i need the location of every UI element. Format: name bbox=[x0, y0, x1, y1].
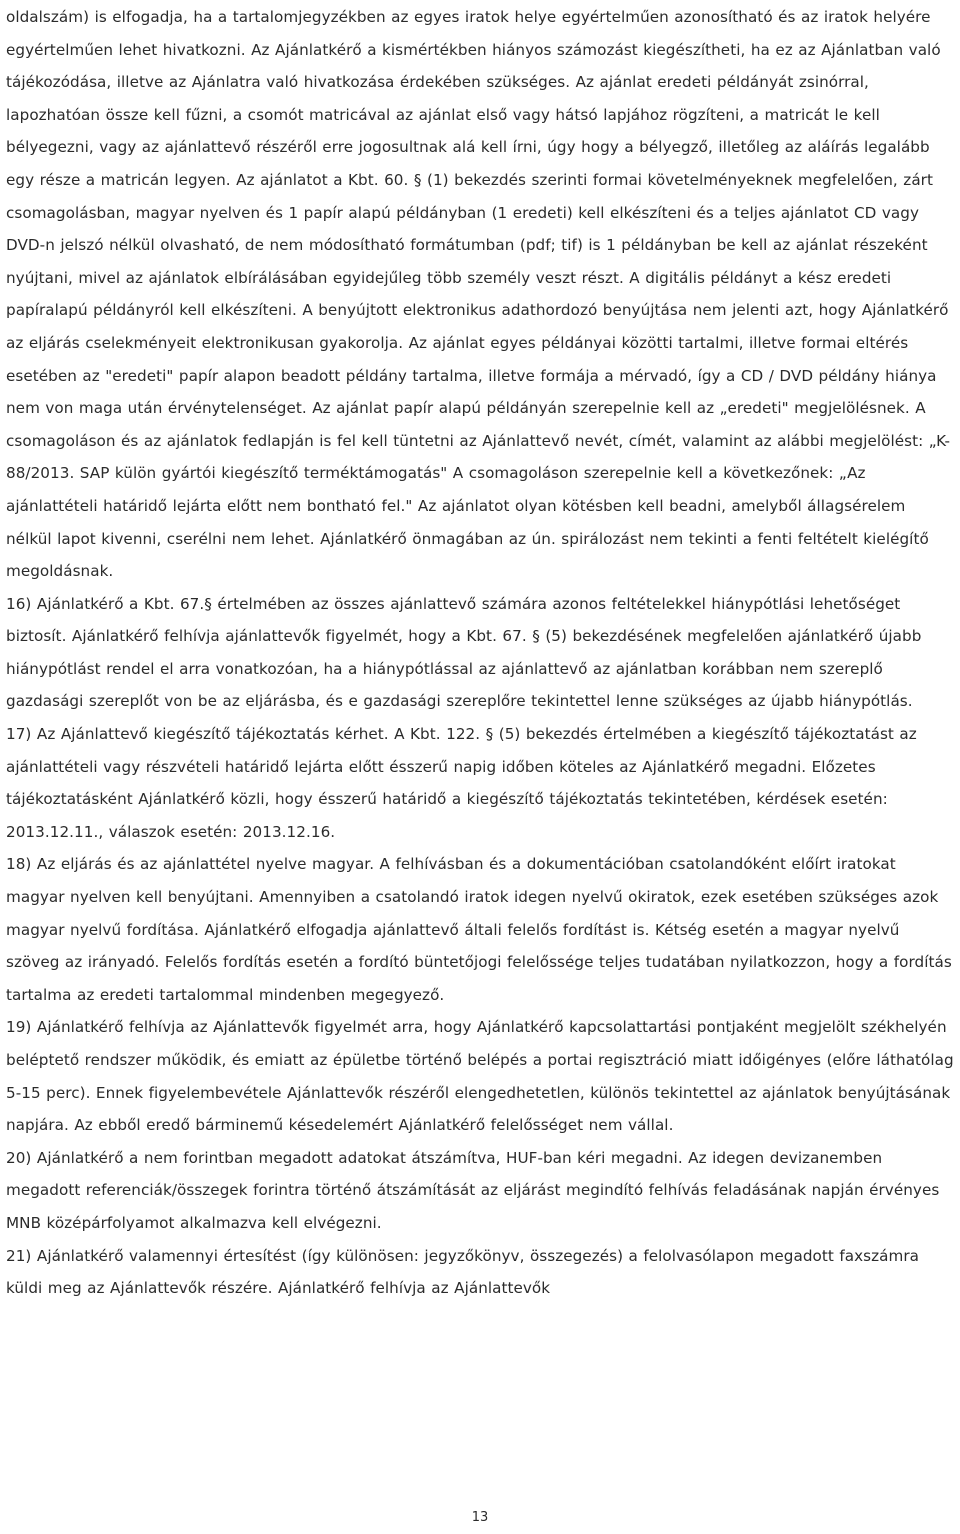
paragraph-21: 21) Ajánlatkérő valamennyi értesítést (így különösen: jegyzőkönyv, összegezés) a felolvasólapon megadott faxszámra küldi meg az Ajánlattevők részére. Ajánlatkérő felhívja az Ajánlattevők bbox=[6, 1246, 919, 1298]
paragraph-17: 17) Az Ajánlattevő kiegészítő tájékoztatás kérhet. A Kbt. 122. § (5) bekezdés értelmében a kiegészítő tájékoztatást az ajánlattételi vagy részvételi határidő lejárta előtt ésszerű napig időben köteles az Ajánlatkérő megadni. Előzetes tájékoztatásként Ajánlatkérő közli, hogy ésszerű határidő a kiegészítő tájékoztatás tekintetében, kérdések esetén: 2013.12.11., válaszok esetén: 2013.12.16. bbox=[6, 725, 917, 841]
paragraph-18: 18) Az eljárás és az ajánlattétel nyelve magyar. A felhívásban és a dokumentációban csatolandóként előírt iratokat magyar nyelven kell benyújtani. Amennyiben a csatolandó iratok idegen nyelvű okiratok, ezek esetében szükséges azok magyar nyelvű fordítása. Ajánlatkérő elfogadja ajánlattevő általi felelős fordítást is. Kétség esetén a magyar nyelvű szöveg az irányadó. Felelős fordítás esetén a fordító büntetőjogi felelőssége teljes tudatában nyilatkozzon, hogy a fordítás tartalma az eredeti tartalommal mindenben megegyező. bbox=[6, 855, 952, 1004]
paragraph-20: 20) Ajánlatkérő a nem forintban megadott adatokat átszámítva, HUF-ban kéri megadni. Az idegen devizanemben megadott referenciák/összegek forintra történő átszámítását az eljárást megindító felhívás feladásának napján érvényes MNB középárfolyamot alkalmazva kell elvégezni. bbox=[6, 1148, 940, 1232]
paragraph-15-continuation: oldalszám) is elfogadja, ha a tartalomjegyzékben az egyes iratok helye egyértelműen azonosítható és az iratok helyére egyértelműen lehet hivatkozni. Az Ajánlatkérő a kismértékben hiányos számozást kiegészítheti, ha ez az Ajánlatban való tájékozódása, illetve az Ajánlatra való hivatkozása érdekében szükséges. Az ajánlat eredeti példányát zsinórral, lapozhatóan össze kell fűzni, a csomót matricával az ajánlat első vagy hátsó lapjához rögzíteni, a matricát le kell bélyegezni, vagy az ajánlattevő részéről erre jogosultnak alá kell írni, úgy hogy a bélyegző, illetőleg az aláírás legalább egy része a matricán legyen. Az ajánlatot a Kbt. 60. § (1) bekezdés szerinti formai követelményeknek megfelelően, zárt csomagolásban, magyar nyelven és 1 papír alapú példányban (1 eredeti) kell elkészíteni és a teljes ajánlatot CD vagy DVD-n jelszó nélkül olvasható, de nem módosítható formátumban (pdf; tif) is 1 példányban be kell az ajánlat részeként nyújtani, mivel az ajánlatok elbírálásában egyidejűleg több személy veszt részt. A digitális példányt a kész eredeti papíralapú példányról kell elkészíteni. A benyújtott elektronikus adathordozó benyújtása nem jelenti azt, hogy Ajánlatkérő az eljárás cselekményeit elektronikusan gyakorolja. Az ajánlat egyes példányai közötti tartalmi, illetve formai eltérés esetében az "eredeti" papír alapon beadott példány tartalma, illetve formája a mérvadó, így a CD / DVD példány hiánya nem von maga után érvénytelenséget. Az ajánlat papír alapú példányán szerepelnie kell az „eredeti" megjelölésnek. A csomagoláson és az ajánlatok fedlapján is fel kell tüntetni az Ajánlattevő nevét, címét, valamint az alábbi megjelölést: „K-88/2013. SAP külön gyártói kiegészítő terméktámogatás" A csomagoláson szerepelnie kell a következőnek: „Az ajánlattételi határidő lejárta előtt nem bontható fel." Az ajánlatot olyan kötésben kell beadni, amelyből állagsérelem nélkül lapot kivenni, cserélni nem lehet. Ajánlatkérő önmagában az ún. spirálozást nem tekinti a fenti feltételt kielégítő megoldásnak. bbox=[6, 8, 951, 581]
page-number: 13 bbox=[471, 1510, 489, 1525]
document-body bbox=[6, 1, 954, 1305]
paragraph-16: 16) Ajánlatkérő a Kbt. 67.§ értelmében az összes ajánlattevő számára azonos feltételekkel hiánypótlási lehetőséget biztosít. Ajánlatkérő felhívja ajánlattevők figyelmét, hogy a Kbt. 67. § (5) bekezdésének megfelelően ajánlatkérő újabb hiánypótlást rendel el arra vonatkozóan, ha a hiánypótlással az ajánlattevő az ajánlatban korábban nem szereplő gazdasági szereplőt von be az eljárásba, és e gazdasági szereplőre tekintettel lenne szükséges az újabb hiánypótlás. bbox=[6, 594, 922, 711]
paragraph-19: 19) Ajánlatkérő felhívja az Ajánlattevők figyelmét arra, hogy Ajánlatkérő kapcsolattartási pontjaként megjelölt székhelyén beléptető rendszer működik, és emiatt az épületbe történő belépés a portai regisztráció miatt időigényes (előre láthatólag 5-15 perc). Ennek figyelembevétele Ajánlattevők részéről elengedhetetlen, különös tekintettel az ajánlatok benyújtásának napjára. Az ebből eredő bárminemű késedelemért Ajánlatkérő felelősséget nem vállal. bbox=[6, 1018, 954, 1135]
